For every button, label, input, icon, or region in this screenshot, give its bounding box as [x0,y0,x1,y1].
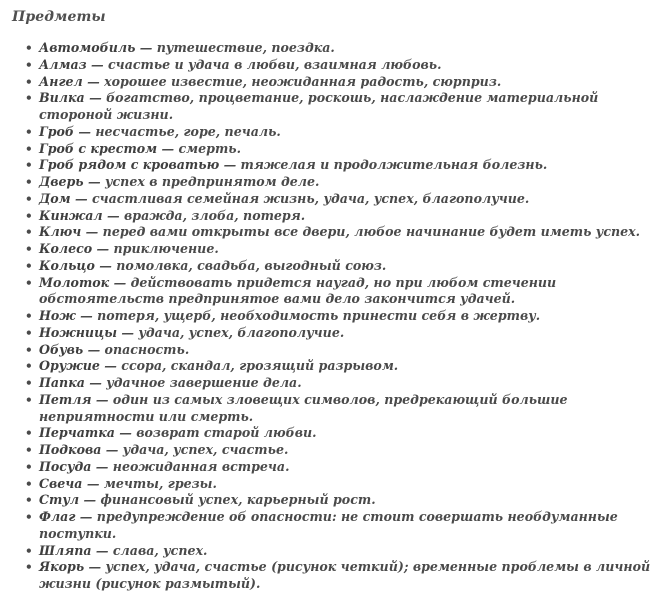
list-item [0,325,670,342]
item-term: Ножницы [39,324,118,340]
item-term: Кинжал [39,207,103,223]
bullet-icon: • [25,342,33,357]
item-term: Вилка [39,90,85,106]
list-item [0,74,670,91]
item-meaning: — путешествие, поездка. [135,40,335,55]
list-item [0,40,670,57]
item-term: Папка [39,375,85,390]
list-item [0,342,670,359]
bullet-icon: • [25,91,33,106]
item-term: Нож [39,308,76,323]
bullet-icon: • [25,309,33,323]
bullet-icon: • [25,41,33,55]
bullet-icon: • [25,510,33,524]
list-item [0,275,670,309]
item-term: Молоток [39,274,110,290]
item-term: Оружие [39,358,100,374]
bullet-icon: • [25,242,33,256]
item-meaning: — успех, удача, счастье (рисунок четкий); временные проблемы в личной жизни (рисунок размытый). [39,559,651,591]
bullet-icon: • [25,459,33,474]
item-meaning: — счастье и удача в любви, взаимная любовь. [86,56,442,72]
list-item [0,392,670,426]
item-meaning: — богатство, процветание, роскошь, наслаждение материальной стороной жизни. [39,90,599,122]
bullet-icon: • [25,141,33,156]
item-term: Петля [39,391,92,407]
symbol-list [0,40,670,593]
bullet-icon: • [25,74,33,89]
bullet-icon: • [25,124,33,139]
item-meaning: — удача, успех, счастье. [101,442,289,457]
list-item [0,308,670,325]
section-heading: Предметы [12,9,106,25]
list-item [0,425,670,442]
item-term: Ангел [39,73,83,89]
list-item [0,208,670,225]
list-item [0,509,670,543]
item-term: Обувь [39,341,84,357]
item-term: Гроб рядом с кроватью [39,157,220,173]
bullet-icon: • [25,208,33,223]
item-meaning: — один из самых зловещих символов, предрекающий большие неприятности или смерть. [39,391,568,424]
item-term: Кольцо [39,257,95,273]
list-item [0,492,670,509]
bullet-icon: • [25,175,33,189]
item-term: Гроб [39,123,74,139]
bullet-icon: • [25,443,33,457]
item-term: Стул [39,492,80,508]
list-item [0,358,670,375]
list-item [0,241,670,258]
list-item [0,191,670,208]
bullet-icon: • [25,392,33,407]
item-meaning: — мечты, грезы. [82,475,217,491]
bullet-icon: • [25,57,33,72]
item-term: Якорь [39,559,85,575]
bullet-icon: • [25,191,33,206]
bullet-icon: • [25,325,33,340]
item-meaning: — неожиданная встреча. [91,458,290,474]
list-item [0,258,670,275]
list-item [0,559,670,593]
bullet-icon: • [25,543,33,558]
item-term: Автомобиль [39,40,136,55]
item-meaning: — помолвка, свадьба, выгодный союз. [94,257,387,273]
list-item [0,459,670,476]
item-meaning: — вражда, злоба, потеря. [102,207,306,223]
list-item [0,124,670,141]
list-item [0,224,670,241]
bullet-icon: • [25,560,33,575]
item-meaning: — опасность. [83,341,190,357]
list-item [0,57,670,74]
item-meaning: — тяжелая и продолжительная болезнь. [219,157,548,173]
item-meaning: — счастливая семейная жизнь, удача, успех, благополучие. [70,190,530,206]
list-item [0,174,670,191]
bullet-icon: • [25,158,33,173]
item-meaning: — удача, успех, благополучие. [117,324,345,340]
bullet-icon: • [25,493,33,508]
item-term: Перчатка [39,425,115,441]
item-meaning: — финансовый успех, карьерный рост. [79,492,376,508]
bullet-icon: • [25,359,33,374]
item-term: Флаг [39,509,76,524]
item-term: Посуда [39,458,92,474]
item-meaning: — действовать придется наугад, но при любом стечении обстоятельств предпринятое вами дело закончится удачей. [39,274,557,307]
item-meaning: — удачное завершение дела. [84,375,302,390]
item-term: Ключ [39,224,82,240]
bullet-icon: • [25,275,33,290]
item-term: Алмаз [39,56,87,72]
list-item [0,543,670,560]
item-meaning: — перед вами открыты все двери, любое начинание будет иметь успех. [81,224,641,240]
item-term: Свеча [39,475,83,491]
list-item [0,375,670,392]
bullet-icon: • [25,225,33,240]
item-term: Колесо [39,241,93,256]
item-term: Дверь [39,174,84,189]
item-meaning: — потеря, ущерб, необходимость принести себя в жертву. [75,308,541,323]
list-item [0,157,670,174]
list-item [0,141,670,158]
item-term: Дом [39,190,71,206]
bullet-icon: • [25,426,33,441]
list-item [0,442,670,459]
item-meaning: — возврат старой любви. [114,425,317,441]
list-item [0,90,670,124]
item-meaning: — предупреждение об опасности: не стоит совершать необдуманные поступки. [39,509,618,541]
item-meaning: — несчастье, горе, печаль. [74,123,281,139]
item-meaning: — успех в предпринятом деле. [83,174,320,189]
item-meaning: — хорошее известие, неожиданная радость, сюрприз. [82,73,502,89]
item-meaning: — слава, успех. [91,542,208,558]
item-meaning: — ссора, скандал, грозящий разрывом. [99,358,399,374]
item-meaning: — приключение. [92,241,219,256]
bullet-icon: • [25,258,33,273]
item-term: Подкова [39,442,102,457]
item-term: Гроб с крестом [39,140,158,156]
item-meaning: — смерть. [157,140,241,156]
item-term: Шляпа [39,542,92,558]
bullet-icon: • [25,476,33,491]
bullet-icon: • [25,376,33,390]
list-item [0,476,670,493]
